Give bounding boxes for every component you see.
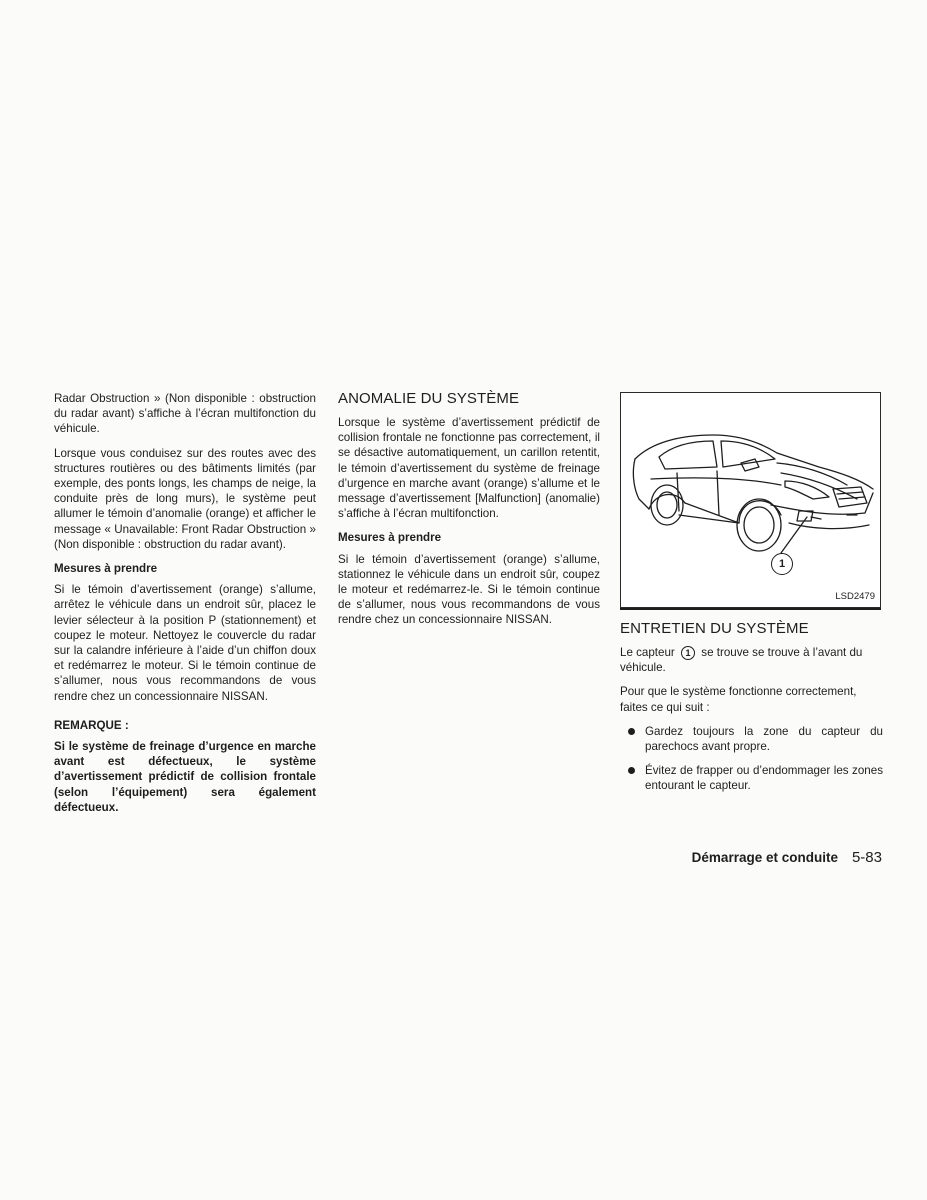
- paragraph: [620, 645, 883, 675]
- callout-1: [771, 553, 793, 575]
- subheading-measures: Mesures à prendre: [338, 531, 442, 545]
- paragraph: Lorsque le système d’avertissement prédictif de collision frontale ne fonctionne pas correctement, il se désactive automatiquement, un carillon retentit, le témoin d’avertissement du système de freinage d’urgence en marche avant (orange) s’allume et le message d’avertissement [Malfunction] (anomalie) s’affiche à l’écran multifonction.: [338, 416, 600, 521]
- list-item-text: Évitez de frapper ou d’endommager les zones entourant le capteur.: [645, 764, 883, 793]
- page-number: 5-83: [851, 849, 882, 866]
- note-body: Si le système de freinage d’urgence en marche avant est défectueux, le système d’avertissement prédictif de collision frontale (selon l’équipement) sera également défectueux.: [54, 740, 316, 814]
- paragraph: Radar Obstruction » (Non disponible : obstruction du radar avant) s’affiche à l’écran multifonction du véhicule.: [54, 392, 316, 436]
- column-right: [620, 392, 883, 803]
- list-item: [620, 724, 883, 754]
- text: se trouve se trouve à l’avant du véhicule.: [620, 646, 863, 675]
- paragraph: Lorsque vous conduisez sur des routes avec des structures routières ou des bâtiments limités (par exemple, des ponts longs, les champs de neige, la conduite près de long murs), le système peut allumer le témoin d’anomalie (orange) et afficher le message « Unavailable: Front Radar Obstruction » (Non disponible : obstruction du radar avant).: [54, 446, 316, 551]
- car-sensor-figure: [620, 392, 881, 608]
- column-middle: [338, 390, 600, 637]
- bullet-icon: [628, 767, 635, 774]
- list-item: [620, 763, 883, 793]
- paragraph: Si le témoin d’avertissement (orange) s’allume, arrêtez le véhicule dans un endroit sûr, placez le levier sélecteur à la position P (stationnement) et coupez le moteur. Nettoyez le couvercle du radar sur la calandre inférieure à l’aide d’un chiffon doux et redémarrez le moteur. Si le témoin continue de s’allumer, nous vous recommandons de vous rendre chez un concessionnaire NISSAN.: [54, 583, 316, 703]
- page-footer: [692, 849, 882, 866]
- section-heading-maintenance: ENTRETIEN DU SYSTÈME: [620, 620, 809, 637]
- paragraph: Pour que le système fonctionne correctement, faites ce qui suit :: [620, 685, 857, 714]
- figure-divider: [620, 608, 881, 610]
- callout-label: 1: [778, 558, 786, 570]
- car-illustration: [621, 393, 880, 607]
- column-left: [54, 391, 316, 815]
- subheading-measures: Mesures à prendre: [54, 562, 158, 576]
- reference-callout: 1: [681, 646, 695, 660]
- footer-section-title: Démarrage et conduite: [691, 850, 838, 865]
- list-item-text: Gardez toujours la zone du capteur du parechocs avant propre.: [645, 724, 883, 754]
- text: Le capteur: [620, 646, 675, 659]
- section-heading-malfunction: ANOMALIE DU SYSTÈME: [338, 390, 520, 407]
- figure-code: LSD2479: [835, 590, 875, 602]
- note-title: REMARQUE :: [54, 718, 129, 732]
- bullet-icon: [628, 728, 635, 735]
- paragraph: Si le témoin d’avertissement (orange) s’allume, stationnez le véhicule dans un endroit sûr, coupez le moteur et redémarrez-le. Si le témoin continue de s’allumer, nous vous recommandons de vous rendre chez un concessionnaire NISSAN.: [338, 552, 600, 627]
- bullet-list: [620, 724, 883, 794]
